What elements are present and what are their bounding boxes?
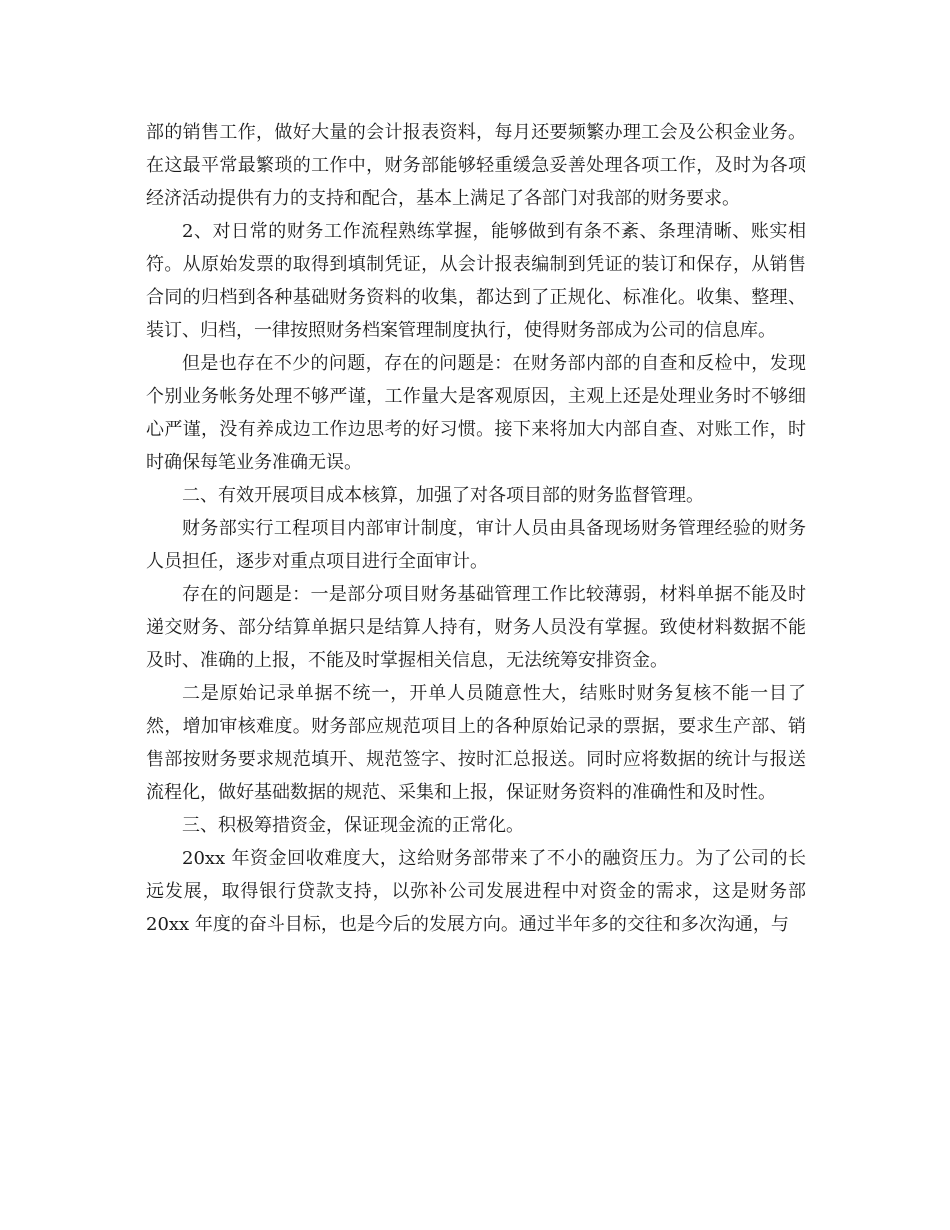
paragraph-1: 部的销售工作，做好大量的会计报表资料，每月还要频繁办理工会及公积金业务。在这最平常最繁琐的工作中，财务部能够轻重缓急妥善处理各项工作，及时为各项经济活动提供有力的支持和配合，基本上满足了各部门对我部的财务要求。 <box>146 122 806 209</box>
document-body <box>146 116 806 941</box>
section-heading-3: 三、积极筹措资金，保证现金流的正常化。 <box>182 815 524 836</box>
paragraph-3: 但是也存在不少的问题，存在的问题是：在财务部内部的自查和反检中，发现个别业务帐务处理不够严谨，工作量大是客观原因，主观上还是处理业务时不够细心严谨，没有养成边工作边思考的好习惯。接下来将加大内部自查、对账工作，时时确保每笔业务准确无误。 <box>146 353 806 473</box>
paragraph-4: 财务部实行工程项目内部审计制度，审计人员由具备现场财务管理经验的财务人员担任，逐步对重点项目进行全面审计。 <box>146 518 806 572</box>
section-heading-2: 二、有效开展项目成本核算，加强了对各项目部的财务监督管理。 <box>182 485 704 506</box>
paragraph-2: 2、对日常的财务工作流程熟练掌握，能够做到有条不紊、条理清晰、账实相符。从原始发票的取得到填制凭证，从会计报表编制到凭证的装订和保存，从销售合同的归档到各种基础财务资料的收集，都达到了正规化、标准化。收集、整理、装订、归档，一律按照财务档案管理制度执行，使得财务部成为公司的信息库。 <box>146 221 806 341</box>
paragraph-6: 二是原始记录单据不统一，开单人员随意性大，结账时财务复核不能一目了然，增加审核难度。财务部应规范项目上的各种原始记录的票据，要求生产部、销售部按财务要求规范填开、规范签字、按时汇总报送。同时应将数据的统计与报送流程化，做好基础数据的规范、采集和上报，保证财务资料的准确性和及时性。 <box>146 683 806 803</box>
paragraph-7: 20xx 年资金回收难度大，这给财务部带来了不小的融资压力。为了公司的长远发展，取得银行贷款支持，以弥补公司发展进程中对资金的需求，这是财务部 20xx 年度的奋斗目标，也是今后的发展方向。通过半年多的交往和多次沟通，与 <box>146 848 806 935</box>
paragraph-5: 存在的问题是：一是部分项目财务基础管理工作比较薄弱，材料单据不能及时递交财务、部分结算单据只是结算人持有，财务人员没有掌握。致使材料数据不能及时、准确的上报，不能及时掌握相关信息，无法统筹安排资金。 <box>146 584 806 671</box>
